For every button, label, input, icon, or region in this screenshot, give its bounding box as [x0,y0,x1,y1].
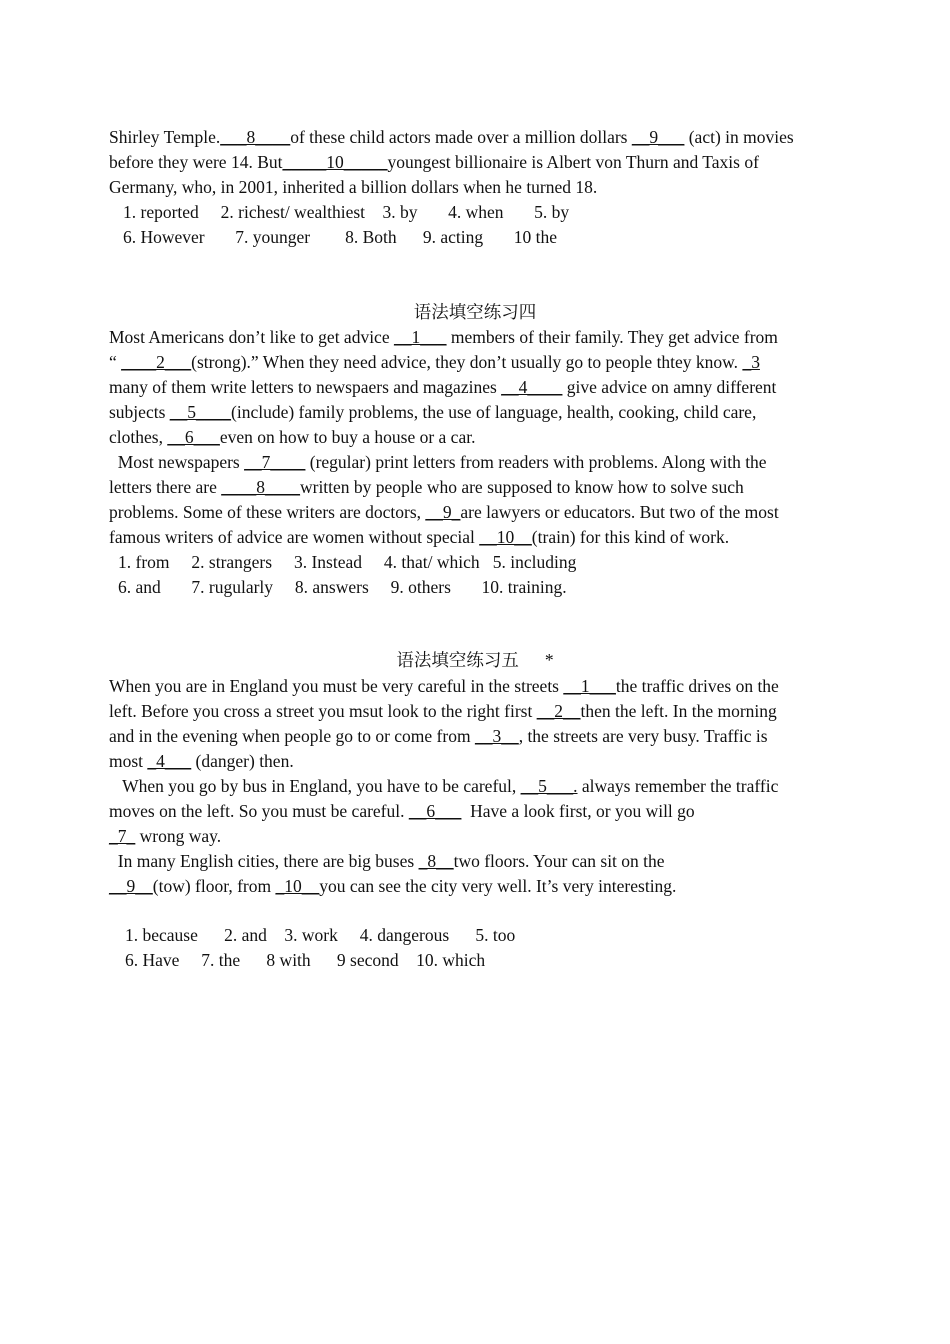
text: many of them write letters to newspaers and magazines [109,377,502,397]
text: Most Americans don’t like to get advice [109,327,394,347]
text: (danger) then. [191,751,294,771]
text: “ [109,352,122,372]
passage-4-line-1 [109,325,842,350]
blank-10: _____10_____ [282,152,388,172]
passage-4-line-6 [109,450,842,475]
text: written by people who are supposed to know how to solve such [299,477,744,497]
text: clothes, [109,427,168,447]
passage-5-line-3 [109,724,842,749]
passage-5-line-1 [109,674,842,699]
text: (include) family problems, the use of language, health, cooking, child care, [231,402,757,422]
blank-10: __10__ [479,527,532,547]
text: moves on the left. So you must be careful. [109,801,409,821]
text: subjects [109,402,170,422]
passage-3-line-2 [109,150,842,175]
text: wrong way. [135,826,222,846]
passage-5-line-7 [109,824,842,849]
answer-key-4-row-1: 1. from 2. strangers 3. Instead 4. that/ which 5. including [118,552,577,572]
answer-key-3-row-1: 1. reported 2. richest/ wealthiest 3. by 4. when 5. by [123,202,570,222]
blank-4: __4____ [501,377,563,397]
text: even on how to buy a house or a car. [219,427,476,447]
blank-8: ____8____ [221,477,300,497]
text: most [109,751,148,771]
passage-4-line-7 [109,475,842,500]
blank-4: _4___ [147,751,192,771]
text: (train) for this kind of work. [531,527,730,547]
text: (tow) floor, from [152,876,276,896]
text: are lawyers or educators. But two of the most [460,502,779,522]
answer-key-5-row-2: 6. Have 7. the 8 with 9 second 10. which [125,950,486,970]
answer-key-3-row-2: 6. However 7. younger 8. Both 9. acting 10 the [123,227,558,247]
text: problems. Some of these writers are doctors, [109,502,426,522]
passage-4-line-3 [109,375,842,400]
text: (regular) print letters from readers with problems. Along with the [305,452,767,472]
blank-8: ___8____ [220,127,291,147]
star-mark: * [544,650,554,670]
passage-3-line-3: Germany, who, in 2001, inherited a billion dollars when he turned 18. [109,177,598,197]
text: then the left. In the morning [580,701,777,721]
text: you can see the city very well. It’s very interesting. [319,876,677,896]
blank-3: __3__ [474,726,519,746]
passage-4-line-2 [109,350,842,375]
blank-1: __1___ [563,676,616,696]
passage-4-line-9 [109,525,842,550]
passage-5-line-6 [109,799,842,824]
section-5-title [0,648,950,673]
text: of these child actors made over a million dollars [290,127,632,147]
text: Most newspapers [109,452,245,472]
blank-6: __6___ [167,427,220,447]
section-4-title: 语法填空练习四 [413,302,537,322]
passage-5-line-9 [109,874,842,899]
text: and in the evening when people go to or come from [109,726,475,746]
text: the traffic drives on the [615,676,779,696]
blank-3: _3 [742,352,760,372]
passage-5-line-5 [109,774,842,799]
text: left. Before you cross a street you msut look to the right first [109,701,537,721]
blank-2: ____2___ [121,352,192,372]
answer-key-4-row-2: 6. and 7. rugularly 8. answers 9. others 10. training. [118,577,567,597]
passage-3-line-1 [109,125,842,150]
passage-5-line-4 [109,749,842,774]
text: When you are in England you must be very careful in the streets [109,676,564,696]
text: (act) in movies [684,127,794,147]
blank-9: __9__ [109,876,153,896]
passage-4-line-4 [109,400,842,425]
text: Shirley Temple. [109,127,221,147]
blank-5: __5____ [169,402,232,422]
section-5-title-text: 语法填空练习五 [396,650,519,670]
text: letters there are [109,477,222,497]
passage-5-line-8 [109,849,842,874]
text: before they were 14. But [109,152,283,172]
text: (strong).” When they need advice, they don’t usually go to people thtey know. [191,352,743,372]
answer-key-5-row-1: 1. because 2. and 3. work 4. dangerous 5. too [125,925,516,945]
blank-5: __5___. [520,776,578,796]
text: Have a look first, or you will go [461,801,695,821]
blank-2: __2__ [536,701,581,721]
blank-9: __9___ [631,127,685,147]
text: always remember the traffic [577,776,779,796]
blank-1: __1___ [393,327,447,347]
text: members of their family. They get advice from [446,327,778,347]
text: youngest billionaire is Albert von Thurn and Taxis of [387,152,759,172]
passage-5-line-2 [109,699,842,724]
text: two floors. Your can sit on the [453,851,665,871]
text: give advice on amny different [562,377,777,397]
text: When you go by bus in England, you have to be careful, [109,776,521,796]
blank-7: _7_ [109,826,136,846]
passage-4-line-5 [109,425,842,450]
text: famous writers of advice are women without special [109,527,480,547]
blank-6: __6___ [408,801,462,821]
passage-4-line-8 [109,500,842,525]
blank-8: _8__ [418,851,454,871]
text: , the streets are very busy. Traffic is [518,726,768,746]
text: In many English cities, there are big buses [109,851,419,871]
blank-7: __7____ [244,452,306,472]
blank-9: __9_ [425,502,461,522]
blank-10: _10__ [275,876,320,896]
